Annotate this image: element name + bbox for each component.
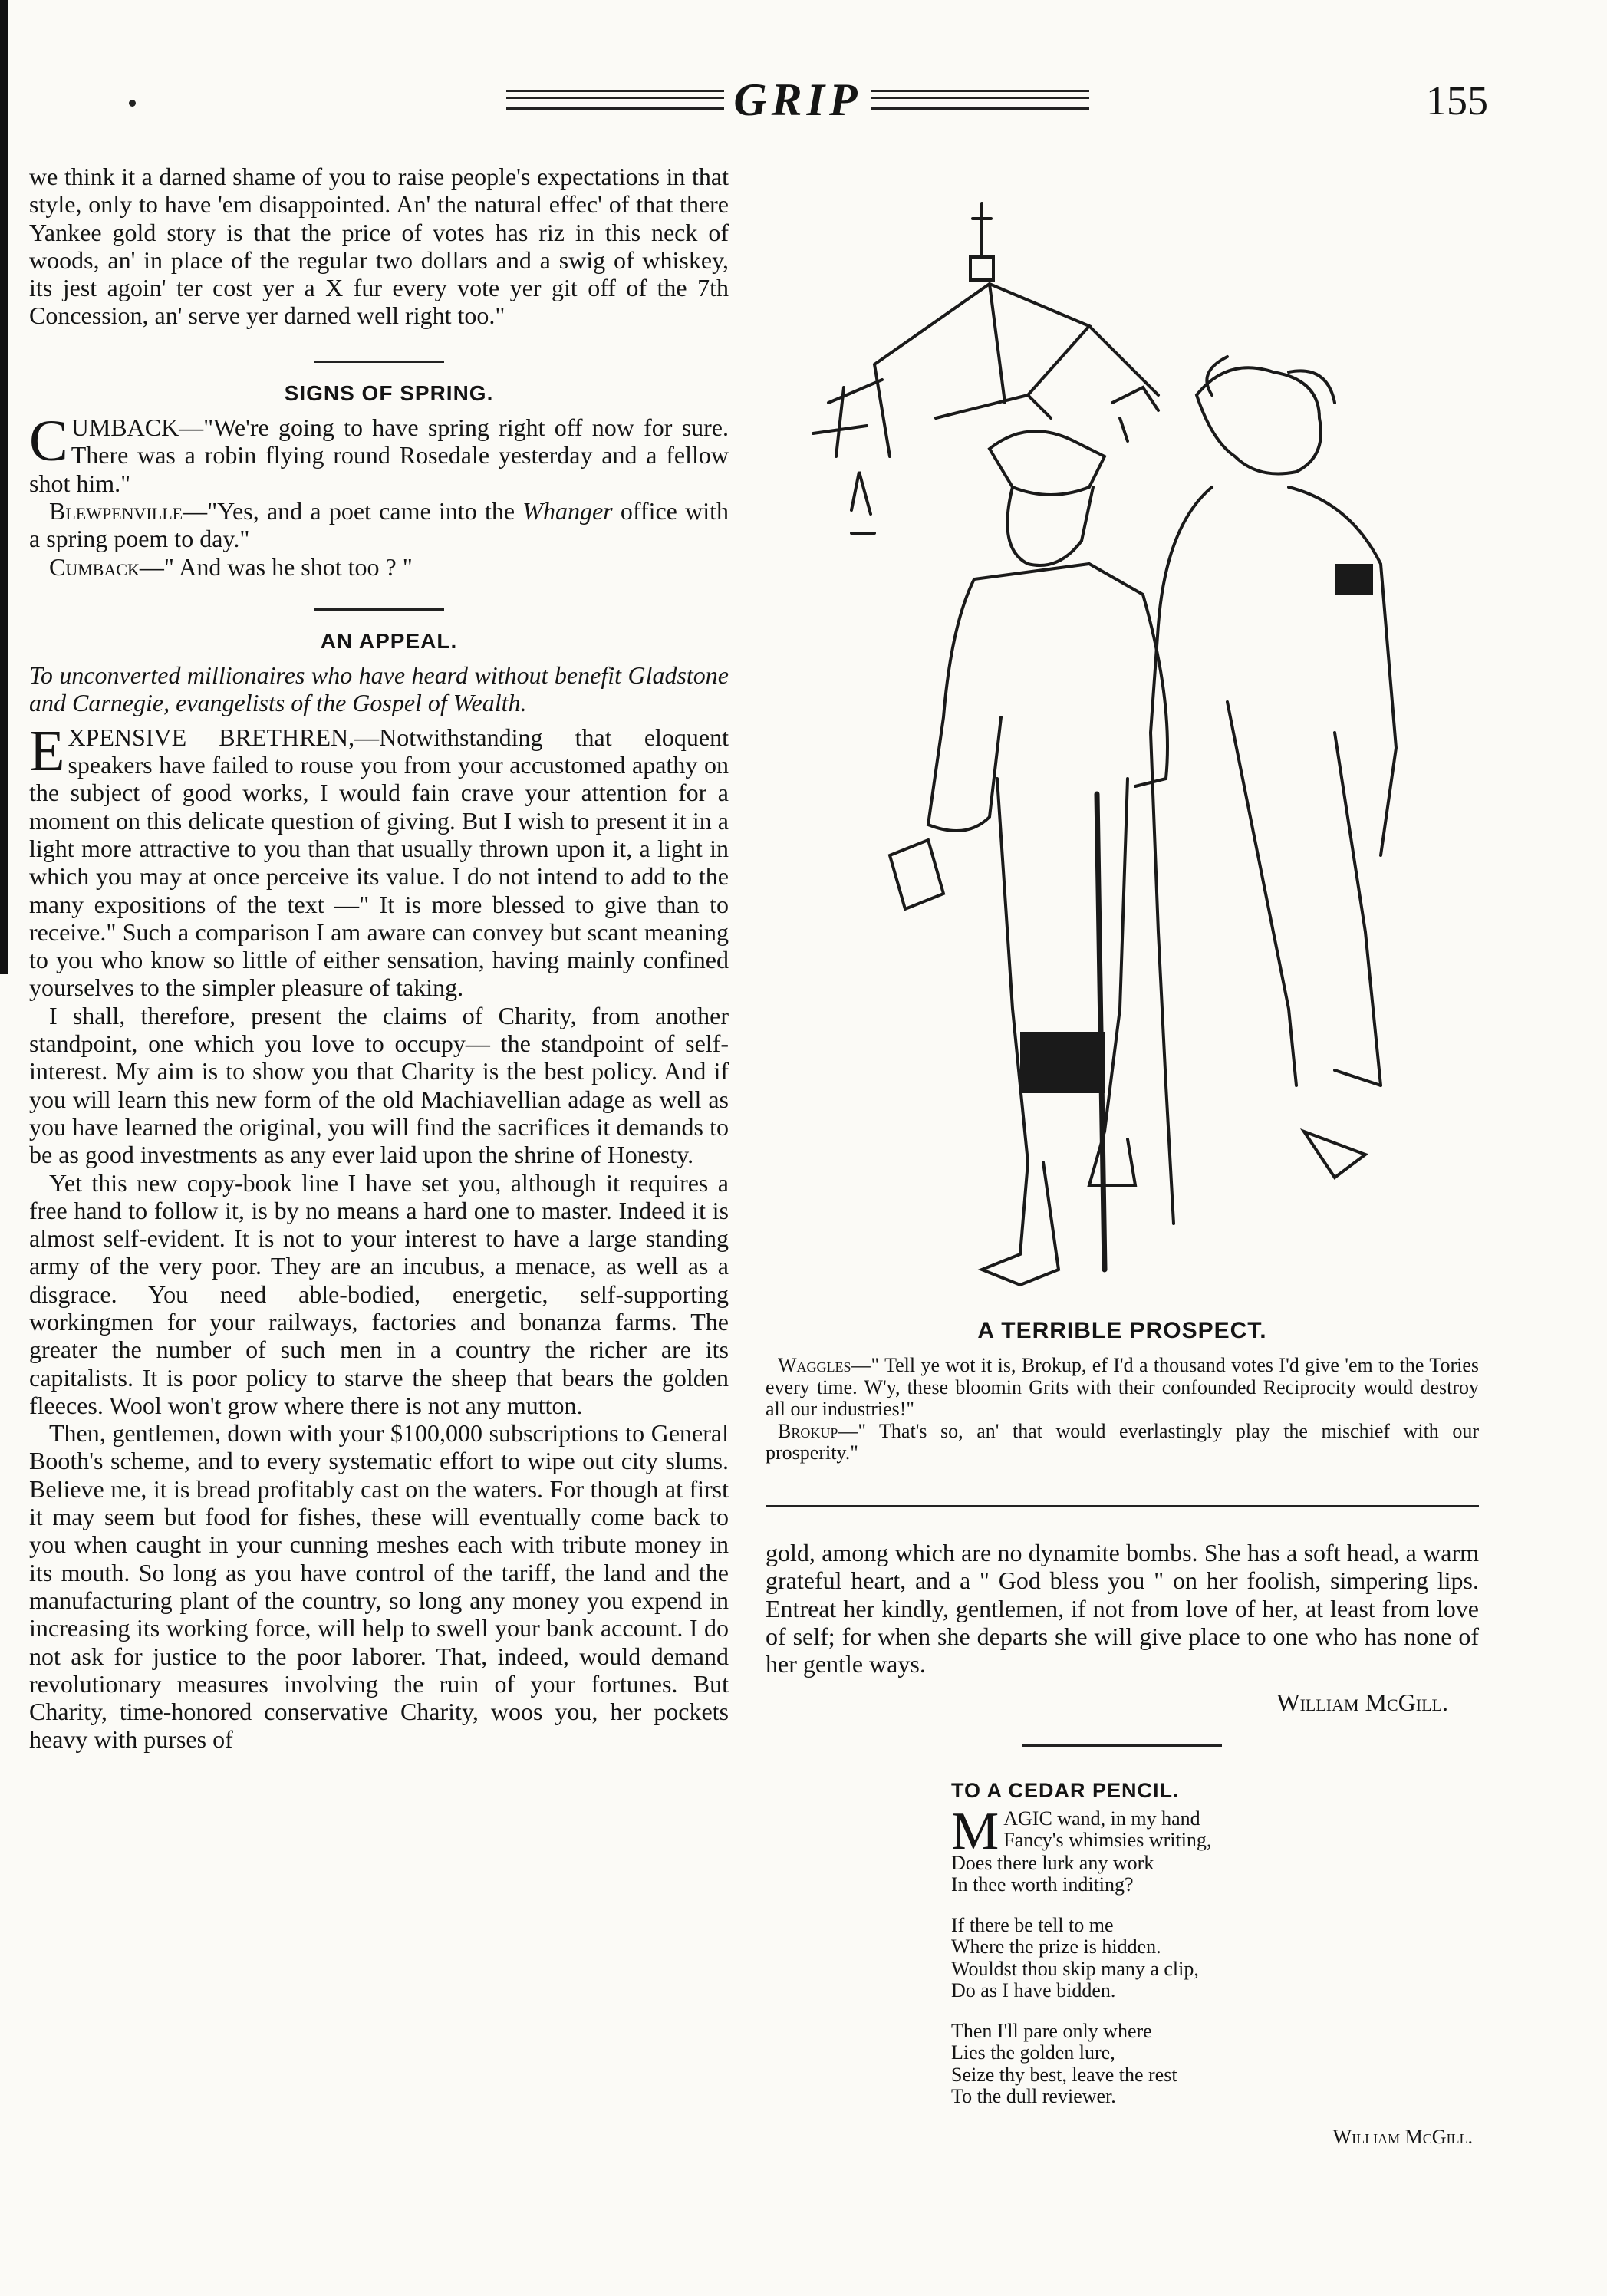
drop-cap: E <box>29 718 65 783</box>
poem-line: Fancy's whimsies writing, <box>1003 1829 1212 1851</box>
masthead-rule-right <box>871 90 1089 110</box>
appeal-p2: I shall, therefore, present the claims of Charity, from another standpoint, one which you love to occupy— the standpoint of self-interest. My aim is to show you that Charity is the best policy. And if you will learn this new form of the old Machiavellian adage as well as you have learned the original, you will find the sacrifices it demands to be as good investments as any ever laid upon the shrine of Honesty. <box>29 1001 729 1169</box>
signs-of-spring-p1 <box>29 409 729 497</box>
header-dot <box>129 100 136 107</box>
masthead-rule-left <box>506 90 724 110</box>
section-divider <box>1022 1744 1222 1747</box>
page-number: 155 <box>1426 77 1488 124</box>
speaker-name: UMBACK <box>71 413 179 442</box>
appeal-subtitle: To unconverted millionaires who have heard without benefit Gladstone and Carnegie, evangelists of the Gospel of Wealth. <box>29 661 729 717</box>
paragraph-text: XPENSIVE BRETHREN,—Notwithstanding that eloquent speakers have failed to rouse you from your accustomed apathy on the subject of good works, I would fain crave your attention for a moment on this delicate question of giving. But I wish to present it in a light more attractive to you than that usually thrown upon it, a light in which you may at once perceive its value. I do not intend to add to the many expositions of the text —" It is more blessed to give than to receive." Such a comparison I am aware can convey but scant meaning to you who know so little of either sensation, having mainly confined yourselves to the simpler pleasure of taking. <box>29 723 729 1002</box>
cartoon-illustration <box>798 165 1473 1300</box>
poem <box>951 1780 1473 2148</box>
poem-line: Does there lurk any work <box>951 1851 1154 1874</box>
masthead <box>506 75 1089 124</box>
masthead-title: GRIP <box>733 74 862 125</box>
poem-line: Where the prize is hidden. <box>951 1935 1161 1958</box>
newspaper-name: Whanger <box>522 496 613 525</box>
illustration-caption <box>766 1355 1479 1464</box>
appeal-heading: AN APPEAL. <box>320 628 458 653</box>
caption-line-1 <box>766 1355 1479 1421</box>
caption-divider <box>766 1505 1479 1507</box>
speaker-name: Blewpenville <box>49 496 183 525</box>
poem-line: Lies the golden lure, <box>951 2041 1115 2064</box>
poem-line: Wouldst thou skip many a clip, <box>951 1957 1199 1980</box>
poem-line: In thee worth inditing? <box>951 1873 1134 1896</box>
poem-signature: William McGill. <box>1332 2125 1473 2148</box>
caption-text: —" That's so, an' that would everlastingly play the mischief with our prosperity." <box>766 1419 1479 1464</box>
signs-of-spring-heading: SIGNS OF SPRING. <box>284 380 494 405</box>
poem-line: Then I'll pare only where <box>951 2019 1152 2042</box>
left-man-figure <box>990 431 1105 495</box>
continuation-paragraph: we think it a darned shame of you to raise people's expectations in that style, only to have 'em disappointed. An' the natural effec' of that there Yankee gold story is that the price of votes has riz in this neck of woods, an' in place of the regular two dollars and a swig of whiskey, its jest agoin' ter cost yer a X fur every vote yer git off of the 7th Concession, an' serve yer darned well right too." <box>29 163 729 330</box>
dialogue-text: —" And was he shot too ? " <box>139 552 413 581</box>
poem-line: Seize thy best, leave the rest <box>951 2063 1177 2086</box>
dialogue-text: —"Yes, and a poet came into the <box>183 496 523 525</box>
schoolhouse-icon <box>874 203 1089 456</box>
page-edge-bar <box>0 0 8 974</box>
speaker-name: Cumback <box>49 552 140 581</box>
illustration-title: A TERRIBLE PROSPECT. <box>977 1318 1267 1343</box>
signs-of-spring-p2 <box>29 497 729 553</box>
right-man-figure <box>1197 367 1321 473</box>
appeal-p4: Then, gentlemen, down with your $100,000 subscriptions to General Booth's scheme, and to every systematic effort to wipe out city slums. Believe me, it is bread profitably cast on the waters. For though at first it may seem but food for fishes, these will eventually come back to you when caught in your cunning meshes each with tribute money in its mouth. So long as you have control of the tariff, the land and the manufacturing plant of the country, so long any money you expend in increasing its working force, will help to swell your bank account. I do not ask for justice to the poor laborer. That, indeed, would demand revolutionary measures involving the ruin of your fortunes. But Charity, time-honored conservative Charity, woos you, her pockets heavy with purses of <box>29 1419 729 1754</box>
signs-of-spring-p3 <box>29 553 729 581</box>
speaker-name: Waggles <box>778 1354 851 1376</box>
poem-stanza-1 <box>951 1801 1473 1896</box>
right-column <box>766 1539 1479 1747</box>
poem-line: AGIC wand, in my hand <box>1003 1807 1200 1830</box>
poem-title: TO A CEDAR PENCIL. <box>951 1779 1180 1802</box>
signature: William McGill. <box>1276 1688 1448 1717</box>
poem-line: If there be tell to me <box>951 1913 1114 1936</box>
drop-cap: C <box>29 409 68 474</box>
poem-line: Do as I have bidden. <box>951 1979 1116 2001</box>
speaker-name: Brokup <box>778 1419 838 1442</box>
continuation-paragraph: gold, among which are no dynamite bombs. She has a soft head, a warm grateful heart, and a " God bless you " on her foolish, simpering lips. Entreat her kindly, gentlemen, if not from love of her, at least from love of self; for when she departs she will give place to one who has none of her gentle ways. <box>766 1539 1479 1678</box>
dialogue-text: —"We're going to have spring right off now for sure. There was a robin flying round Rosedale yesterday and a fellow shot him." <box>29 413 729 497</box>
poem-stanza-2 <box>951 1915 1473 2002</box>
left-column <box>29 163 729 1754</box>
appeal-p1 <box>29 718 729 1002</box>
dialogue-text: office with a spring poem to day." <box>29 496 729 553</box>
poem-stanza-3 <box>951 2021 1473 2108</box>
appeal-p3: Yet this new copy-book line I have set you, although it requires a free hand to follow it, is by no means a hard one to master. Indeed it is almost self-evident. It is not to your interest to have a large standing army of the very poor. They are an incubus, a menace, as well as a disgrace. You need able-bodied, energetic, self-supporting workingmen for your railways, factories and bonanza farms. The greater the number of such men in a country the richer are its capitalists. It is poor policy to starve the sheep that bears the golden fleeces. Wool won't grow where there is not any mutton. <box>29 1168 729 1419</box>
drop-cap: M <box>951 1801 999 1861</box>
poem-line: To the dull reviewer. <box>951 2085 1116 2107</box>
caption-text: —" Tell ye wot it is, Brokup, ef I'd a thousand votes I'd give 'em to the Tories every time. W'y, these bloomin Grits with their confounded Reciprocity would destroy all our industries!" <box>766 1354 1479 1420</box>
caption-line-2 <box>766 1421 1479 1464</box>
